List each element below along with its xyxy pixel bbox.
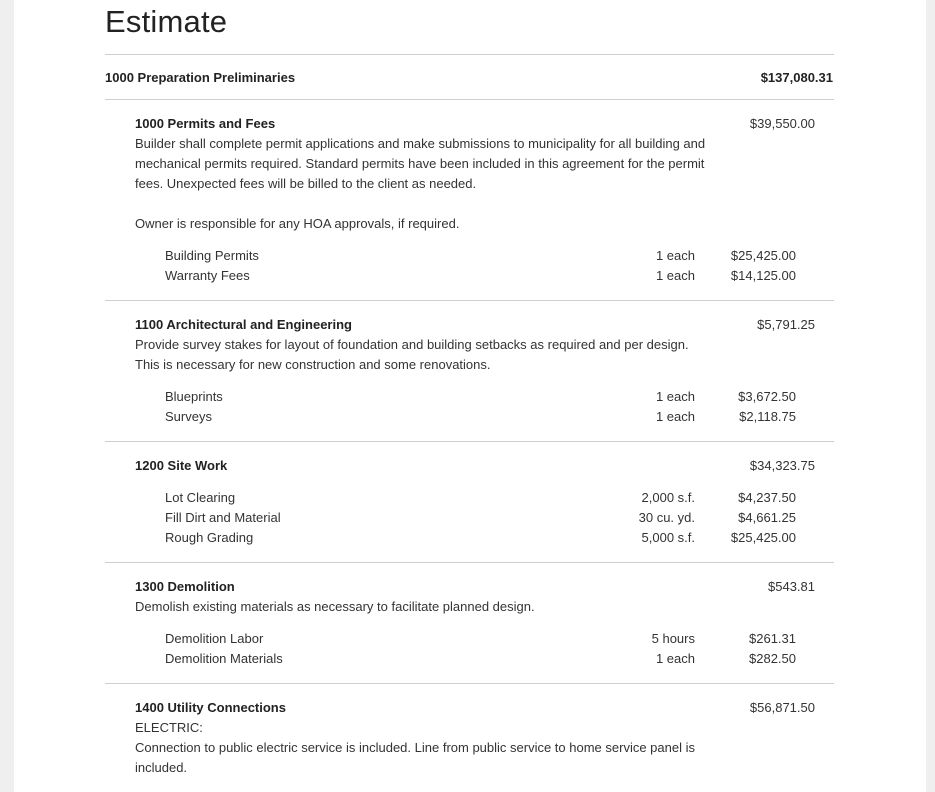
item-name: Building Permits (165, 248, 259, 263)
section-title: 1000 Permits and Fees (135, 116, 276, 131)
section-description (135, 335, 710, 375)
section-amount: $543.81 (768, 579, 815, 594)
divider (105, 683, 834, 684)
item-name: Rough Grading (165, 530, 254, 545)
section-amount: $34,323.75 (749, 458, 815, 473)
divider (105, 562, 834, 563)
group-header (105, 70, 834, 85)
item-price: $25,425.00 (730, 248, 796, 263)
estimate-sheet (14, 0, 926, 792)
description-paragraph: Builder shall complete permit applications and make submissions to municipality for all building and mechanical permits required. Standard permits have been included in this agreement for the permit fees. Unexpected fees will be billed to the client as needed. (135, 136, 706, 191)
section-description (135, 718, 710, 778)
line-items (135, 246, 815, 286)
description-paragraph: ELECTRIC: (135, 720, 203, 735)
section-site-work (135, 456, 815, 548)
section-amount: $39,550.00 (749, 116, 815, 131)
item-qty: 2,000 s.f. (641, 490, 695, 505)
item-qty: 1 each (655, 409, 695, 424)
item-name: Demolition Labor (165, 631, 264, 646)
item-name: Blueprints (165, 389, 223, 404)
line-items (135, 387, 815, 427)
line-item (135, 649, 815, 669)
divider (105, 54, 834, 55)
item-qty: 1 each (655, 268, 695, 283)
description-paragraph: Demolish existing materials as necessary to facilitate planned design. (135, 599, 535, 614)
section-title: 1400 Utility Connections (135, 700, 286, 715)
line-item (135, 266, 815, 286)
line-items (135, 488, 815, 548)
item-name: Fill Dirt and Material (165, 510, 281, 525)
item-qty: 1 each (655, 248, 695, 263)
divider (105, 99, 834, 100)
item-name: Demolition Materials (165, 651, 283, 666)
item-price: $2,118.75 (739, 409, 796, 424)
section-amount: $5,791.25 (757, 317, 815, 332)
item-price: $25,425.00 (730, 530, 796, 545)
section-title: 1200 Site Work (135, 458, 228, 473)
section-title: 1300 Demolition (135, 579, 235, 594)
divider (105, 441, 834, 442)
item-price: $282.50 (749, 651, 796, 666)
line-item (135, 488, 815, 508)
section-description (135, 134, 710, 234)
item-price: $4,237.50 (738, 490, 796, 505)
item-price: $3,672.50 (738, 389, 796, 404)
item-qty: 1 each (655, 389, 695, 404)
section-description (135, 597, 710, 617)
group-name: 1000 Preparation Preliminaries (105, 70, 296, 85)
line-item (135, 407, 815, 427)
section-permits-and-fees (135, 114, 815, 286)
item-name: Surveys (165, 409, 212, 424)
item-price: $261.31 (749, 631, 796, 646)
description-paragraph: Provide survey stakes for layout of foundation and building setbacks as required and per design. This is necessary for new construction and some renovations. (135, 337, 689, 372)
item-qty: 5,000 s.f. (641, 530, 695, 545)
item-price: $4,661.25 (738, 510, 796, 525)
group-amount: $137,080.31 (760, 70, 833, 85)
line-items (135, 629, 815, 669)
section-utility-connections (135, 698, 815, 778)
item-qty: 30 cu. yd. (638, 510, 695, 525)
description-paragraph: Connection to public electric service is included. Line from public service to home service panel is included. (135, 740, 695, 775)
divider (105, 300, 834, 301)
line-item (135, 387, 815, 407)
item-name: Lot Clearing (165, 490, 236, 505)
line-item (135, 246, 815, 266)
page-title: Estimate (105, 4, 228, 39)
section-architectural-and-engineering (135, 315, 815, 427)
line-item (135, 508, 815, 528)
line-item (135, 629, 815, 649)
section-amount: $56,871.50 (749, 700, 815, 715)
section-title: 1100 Architectural and Engineering (135, 317, 352, 332)
item-price: $14,125.00 (730, 268, 796, 283)
item-qty: 5 hours (651, 631, 695, 646)
description-paragraph: Owner is responsible for any HOA approvals, if required. (135, 216, 460, 231)
line-item (135, 528, 815, 548)
item-qty: 1 each (655, 651, 695, 666)
section-demolition (135, 577, 815, 669)
item-name: Warranty Fees (165, 268, 250, 283)
description-spacer (135, 194, 710, 214)
